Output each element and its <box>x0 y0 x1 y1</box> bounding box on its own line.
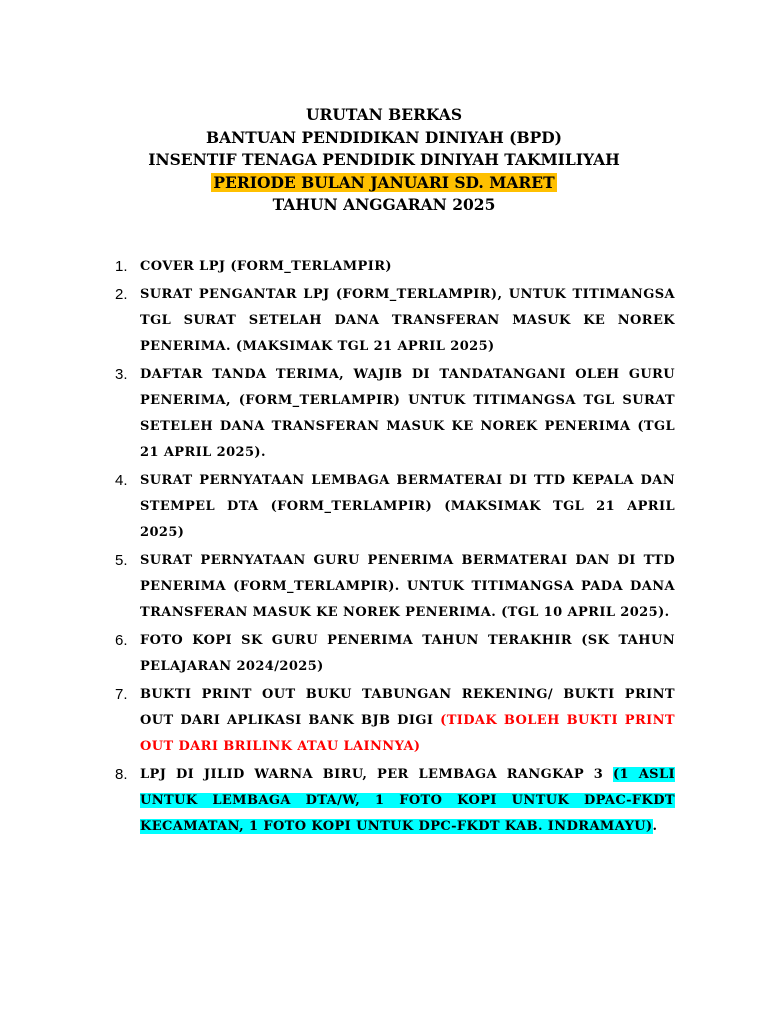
item-text-container <box>140 762 675 840</box>
header-subprogram: INSENTIF TENAGA PENDIDIK DINIYAH TAKMILIYAH <box>148 150 620 169</box>
item-text: SURAT PERNYATAAN LEMBAGA BERMATERAI DI TTD KEPALA DAN STEMPEL DTA (FORM_TERLAMPIR) (MAKSIMAK TGL 21 APRIL 2025) <box>140 473 675 540</box>
item-text-container <box>140 682 675 760</box>
item-number: 4. <box>115 472 128 489</box>
item-number: 8. <box>115 766 128 783</box>
item-text: FOTO KOPI SK GURU PENERIMA TAHUN TERAKHIR (SK TAHUN PELAJARAN 2024/2025) <box>140 633 675 674</box>
list-item <box>115 468 675 546</box>
item-number: 5. <box>115 552 128 569</box>
item-text: COVER LPJ (FORM_TERLAMPIR) <box>140 259 392 274</box>
item-text: SURAT PERNYATAAN GURU PENERIMA BERMATERAI DAN DI TTD PENERIMA (FORM_TERLAMPIR). UNTUK TITIMANGSA PADA DANA TRANSFERAN MASUK KE NOREK PENERIMA. (TGL 10 APRIL 2025). <box>140 553 675 620</box>
header-period: PERIODE BULAN JANUARI SD. MARET <box>213 172 555 192</box>
list-item <box>115 628 675 680</box>
list-item <box>115 282 675 360</box>
requirements-list <box>115 254 675 842</box>
header-period-line <box>0 172 768 195</box>
item-number: 7. <box>115 686 128 703</box>
header-program: BANTUAN PENDIDIKAN DINIYAH (BPD) <box>205 127 563 147</box>
list-item <box>115 762 675 840</box>
highlighted-text: (1 ASLI UNTUK LEMBAGA DTA/W, 1 FOTO KOPI UNTUK DPAC-FKDT KECAMATAN, 1 FOTO KOPI UNTUK DPC-FKDT KAB. INDRAMAYU) <box>140 767 675 834</box>
item-number: 1. <box>115 258 128 275</box>
list-item <box>115 254 675 280</box>
header-title: URUTAN BERKAS <box>305 105 463 124</box>
item-number: 6. <box>115 632 128 649</box>
item-number: 3. <box>115 366 128 383</box>
item-number: 2. <box>115 286 128 303</box>
item-suffix: . <box>652 819 658 834</box>
item-text: DAFTAR TANDA TERIMA, WAJIB DI TANDATANGANI OLEH GURU PENERIMA, (FORM_TERLAMPIR) UNTUK TITIMANGSA TGL SURAT SETELEH DANA TRANSFERAN MASUK KE NOREK PENERIMA (TGL 21 APRIL 2025). <box>140 367 675 460</box>
item-text: BUKTI PRINT OUT BUKU TABUNGAN REKENING/ BUKTI PRINT OUT DARI APLIKASI BANK BJB DIGI <box>140 687 675 728</box>
header-budget-year: TAHUN ANGGARAN 2025 <box>272 195 496 214</box>
item-text: LPJ DI JILID WARNA BIRU, PER LEMBAGA RANGKAP 3 <box>140 767 613 782</box>
document-header <box>0 104 768 217</box>
list-item <box>115 548 675 626</box>
list-item <box>115 682 675 760</box>
warning-text: (TIDAK BOLEH BUKTI PRINT OUT DARI BRILINK ATAU LAINNYA) <box>140 713 675 754</box>
list-item <box>115 362 675 466</box>
item-text: SURAT PENGANTAR LPJ (FORM_TERLAMPIR), UNTUK TITIMANGSA TGL SURAT SETELAH DANA TRANSFERAN MASUK KE NOREK PENERIMA. (MAKSIMAK TGL 21 APRIL 2025) <box>140 287 675 354</box>
